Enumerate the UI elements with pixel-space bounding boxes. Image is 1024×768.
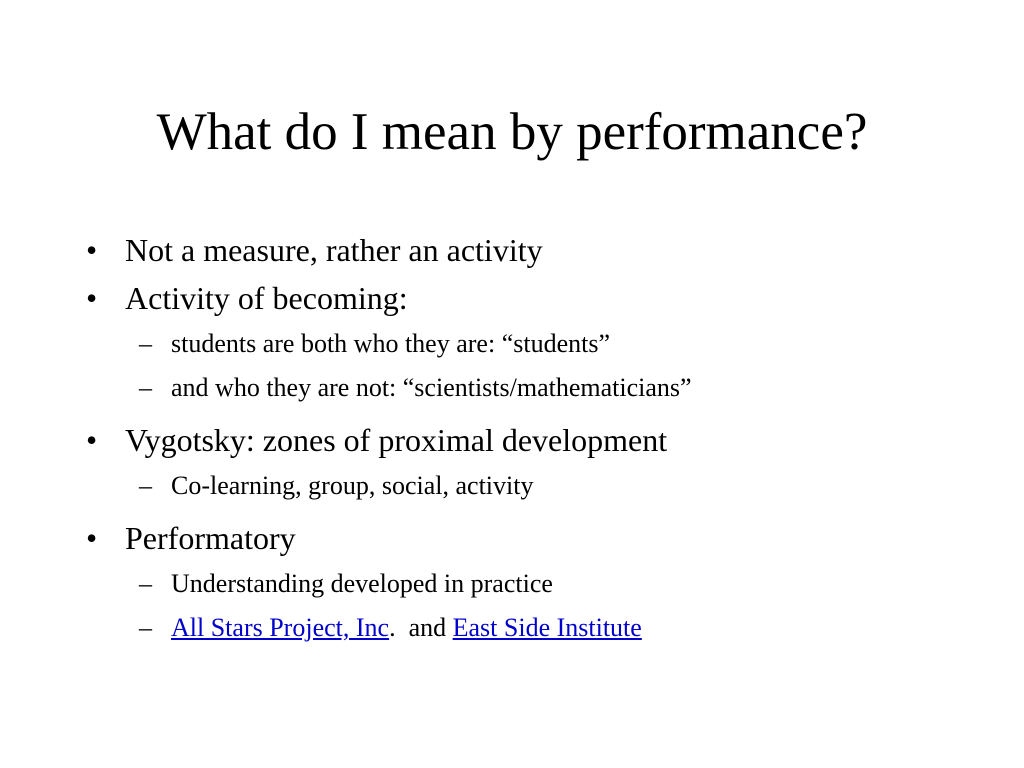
- sub-bullet-item: [86, 366, 986, 410]
- sub-bullet-item: [86, 322, 986, 366]
- sub-bullet-marker: –: [139, 373, 152, 402]
- sub-bullet-text: Co-learning, group, social, activity: [171, 471, 534, 500]
- sub-bullet-item: [86, 562, 986, 606]
- bullet-text: Not a measure, rather an activity: [125, 232, 543, 268]
- bullet-text: Activity of becoming:: [125, 280, 408, 316]
- sub-bullet-item-links: [86, 606, 986, 650]
- sub-bullet-marker: –: [139, 329, 152, 358]
- all-stars-project-link[interactable]: All Stars Project, Inc: [171, 613, 390, 642]
- bullet-marker: •: [86, 520, 98, 556]
- sub-bullet-marker: –: [139, 471, 152, 500]
- links-separator-text: . and: [389, 613, 453, 642]
- sub-bullet-text: and who they are not: “scientists/mathematicians”: [171, 373, 692, 402]
- sub-bullet-item: [86, 464, 986, 508]
- bullet-list: [86, 226, 986, 650]
- east-side-institute-link[interactable]: East Side Institute: [452, 613, 642, 642]
- bullet-text: Vygotsky: zones of proximal development: [125, 422, 668, 458]
- bullet-marker: •: [86, 422, 98, 458]
- bullet-text: Performatory: [125, 520, 296, 556]
- bullet-item: [86, 416, 986, 464]
- sub-bullet-text: students are both who they are: “students”: [171, 329, 610, 358]
- sub-bullet-marker: –: [139, 569, 152, 598]
- bullet-marker: •: [86, 232, 98, 268]
- sub-bullet-marker: –: [139, 613, 152, 642]
- bullet-marker: •: [86, 280, 98, 316]
- sub-bullet-text: Understanding developed in practice: [171, 569, 553, 598]
- bullet-item: [86, 274, 986, 322]
- bullet-item: [86, 226, 986, 274]
- bullet-item: [86, 514, 986, 562]
- slide-title: What do I mean by performance?: [156, 103, 868, 161]
